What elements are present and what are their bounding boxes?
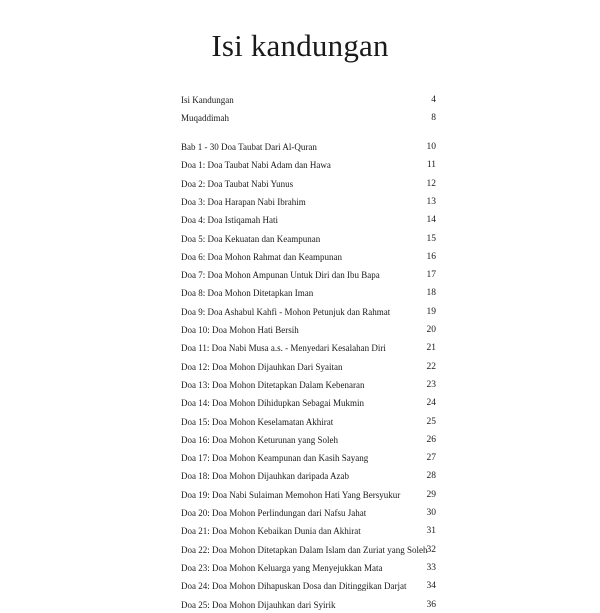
toc-entry-label: Muqaddimah [181,113,229,123]
toc-entry-page: 29 [426,489,436,500]
toc-entry-page: 10 [426,142,436,152]
toc-entry [181,560,436,576]
toc-entry [181,359,436,375]
toc-entry-label: Doa 7: Doa Mohon Ampunan Untuk Diri dan Ibu Bapa [181,270,380,281]
toc-entry [181,194,436,210]
toc-entry [181,597,436,613]
toc-entry-page: 20 [426,325,436,335]
toc-entry-label: Doa 20: Doa Mohon Perlindungan dari Nafsu Jahat [181,508,367,518]
toc-entry [181,487,436,503]
toc-entry-label: Doa 23: Doa Mohon Keluarga yang Menyejukkan Mata [181,562,383,573]
toc-entry [181,231,436,247]
toc-entry-label: Doa 8: Doa Mohon Ditetapkan Iman [181,288,314,299]
toc-entry-page: 22 [426,361,436,372]
toc-entry [181,468,436,484]
toc-entry-label: Doa 22: Doa Mohon Ditetapkan Dalam Islam dan Zuriat yang Soleh [181,544,428,555]
toc-entry-page: 11 [426,160,436,171]
toc-entry-page: 12 [426,178,436,189]
toc-entry-page: 16 [426,251,436,262]
toc-entry-label: Doa 10: Doa Mohon Hati Bersih [181,325,299,335]
toc-entry-page: 30 [426,508,436,518]
toc-entry-label: Bab 1 - 30 Doa Taubat Dari Al-Quran [181,142,317,152]
toc-entry [181,432,436,448]
toc-entry-page: 24 [426,398,436,409]
toc-entry-label: Doa 3: Doa Harapan Nabi Ibrahim [181,196,306,207]
toc-entry-label: Doa 11: Doa Nabi Musa a.s. - Menyedari Kesalahan Diri [181,343,386,354]
toc-entry-page: 21 [426,343,436,354]
toc-entry-page: 17 [426,270,436,281]
toc-entry-page: 28 [426,471,436,482]
toc-entry [181,340,436,356]
toc-entry-label: Doa 25: Doa Mohon Dijauhkan dari Syirik [181,599,336,610]
toc-entry-label: Doa 16: Doa Mohon Keturunan yang Soleh [181,434,338,445]
toc-entry [181,322,436,338]
toc-entry-label: Doa 15: Doa Mohon Keselamatan Akhirat [181,416,334,427]
toc-entry [181,377,436,393]
toc-entry-label: Doa 5: Doa Kekuatan dan Keampunan [181,233,321,244]
page-title: Isi kandungan [211,28,389,63]
toc-entry-page: 34 [426,581,436,592]
toc-entry [181,212,436,228]
toc-entry-page: 25 [426,416,436,427]
toc-entry-page: 26 [426,434,436,445]
toc-entry-page: 32 [426,544,436,555]
toc-entry [181,139,436,155]
toc-entry [181,92,436,108]
toc-entry-page: 18 [426,288,436,299]
toc-entry-page: 33 [426,562,436,573]
toc-entry-label: Doa 17: Doa Mohon Keampunan dan Kasih Sayang [181,453,369,464]
toc-entry-label: Doa 19: Doa Nabi Sulaiman Memohon Hati Yang Bersyukur [181,489,401,500]
toc-entry-label: Doa 1: Doa Taubat Nabi Adam dan Hawa [181,160,331,171]
toc-entry-label: Doa 21: Doa Mohon Kebaikan Dunia dan Akhirat [181,526,361,537]
toc-entry-label: Doa 2: Doa Taubat Nabi Yunus [181,178,294,189]
toc-entry-page: 8 [431,113,436,123]
toc-entry [181,542,436,558]
toc-entry [181,304,436,320]
toc-entry-label: Doa 24: Doa Mohon Dihapuskan Dosa dan Ditinggikan Darjat [181,581,407,592]
toc-entry [181,157,436,173]
toc-entry [181,285,436,301]
toc-entry [181,176,436,192]
toc-entry [181,523,436,539]
toc-entry-page: 31 [426,526,436,537]
toc-entry-page: 27 [426,453,436,464]
toc-entry-page: 23 [426,379,436,390]
toc-entry-label: Doa 13: Doa Mohon Ditetapkan Dalam Kebenaran [181,379,365,390]
toc-entry-page: 19 [426,306,436,317]
toc-entry [181,578,436,594]
toc-entry-label: Doa 12: Doa Mohon Dijauhkan Dari Syaitan [181,361,343,372]
toc-entry [181,505,436,521]
toc-entry-label: Doa 4: Doa Istiqamah Hati [181,215,278,226]
toc-entry-label: Doa 9: Doa Ashabul Kahfi - Mohon Petunjuk dan Rahmat [181,306,391,317]
toc-entry [181,267,436,283]
toc-entry-page: 13 [426,196,436,207]
toc-entry-label: Doa 18: Doa Mohon Dijauhkan daripada Azab [181,471,349,482]
toc-entry-label: Doa 14: Doa Mohon Dihidupkan Sebagai Mukmin [181,398,364,409]
toc-entry [181,414,436,430]
toc-entry-page: 14 [426,215,436,226]
toc-entry [181,395,436,411]
toc-entry-page: 15 [426,233,436,244]
toc-entry-page: 36 [426,599,436,610]
toc-entry [181,110,436,126]
toc-entry-label: Doa 6: Doa Mohon Rahmat dan Keampunan [181,251,342,262]
toc-entry-label: Isi Kandungan [181,95,234,105]
toc-entry-page: 4 [431,95,436,105]
toc-entry [181,450,436,466]
toc-entry [181,249,436,265]
